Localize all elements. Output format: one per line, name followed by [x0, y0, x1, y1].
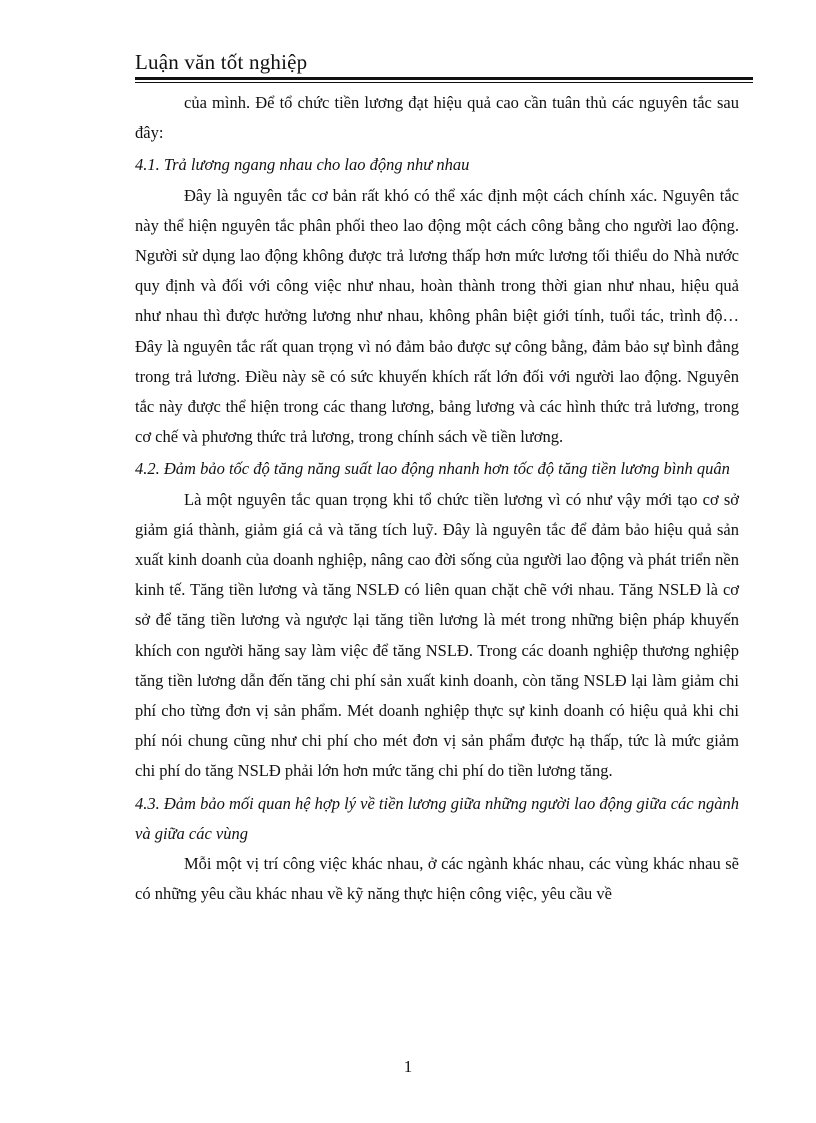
page-header	[135, 50, 753, 83]
paragraph-4-2: Là một nguyên tắc quan trọng khi tổ chức tiền lương vì có như vậy mới tạo cơ sở giảm giá thành, giảm giá cả và tăng tích luỹ. Đây là nguyên tắc để đảm bảo hiệu quả sản xuất kinh doanh của doanh nghiệp, nâng cao đời sống của người lao động và phát triển nền kinh tế. Tăng tiền lương và tăng NSLĐ có liên quan chặt chẽ với nhau. Tăng NSLĐ là cơ sở để tăng tiền lương và ngược lại tăng tiền lương là mét trong những biện pháp khuyến khích con người hăng say làm việc để tăng NSLĐ. Trong các doanh nghiệp thương nghiệp tăng tiền lương dẫn đến tăng chi phí sản xuất kinh doanh, còn tăng NSLĐ lại làm giảm chi phí cho từng đơn vị sản phẩm. Mét doanh nghiệp thực sự kinh doanh có hiệu quả khi chi phí nói chung cũng như chi phí cho mét đơn vị sản phẩm được hạ thấp, tức là mức giảm chi phí do tăng NSLĐ phải lớn hơn mức tăng chi phí do tiền lương tăng.	[135, 489, 739, 781]
section-heading-4-2: 4.2. Đảm bảo tốc độ tăng năng suất lao động nhanh hơn tốc độ tăng tiền lương bình quân	[135, 459, 730, 479]
header-rule-thick	[135, 77, 753, 80]
section-heading-4-1: 4.1. Trả lương ngang nhau cho lao động như nhau	[135, 155, 470, 175]
header-rule-thin	[135, 82, 753, 83]
header-title: Luận văn tốt nghiệp	[135, 50, 308, 74]
document-body	[135, 88, 739, 909]
section-heading-4-3: 4.3. Đảm bảo mối quan hệ hợp lý về tiền lương giữa những người lao động giữa các ngành và giữa các vùng	[135, 793, 739, 843]
paragraph-4-3: Mỗi một vị trí công việc khác nhau, ở các ngành khác nhau, các vùng khác nhau sẽ có những yêu cầu khác nhau về kỹ năng thực hiện công việc, yêu cầu về	[135, 854, 739, 904]
paragraph-4-1: Đây là nguyên tắc cơ bản rất khó có thể xác định một cách chính xác. Nguyên tắc này thể hiện nguyên tắc phân phối theo lao động một cách công bằng cho người lao động. Người sử dụng lao động không được trả lương thấp hơn mức lương tối thiểu do Nhà nước quy định và đối với công việc như nhau, hoàn thành trong thời gian như nhau, hiệu quả như nhau thì được hưởng lương như nhau, không phân biệt giới tính, tuổi tác, trình độ… Đây là nguyên tắc rất quan trọng vì nó đảm bảo được sự công bằng, đảm bảo sự bình đẳng trong trả lương. Điều này sẽ có sức khuyến khích rất lớn đối với người lao động. Nguyên tắc này được thể hiện trong các thang lương, bảng lương và các hình thức trả lương, trong cơ chế và phương thức trả lương, trong chính sách về tiền lương.	[135, 185, 739, 447]
page-number: 1	[403, 1057, 413, 1076]
paragraph-continuation: của mình. Để tổ chức tiền lương đạt hiệu quả cao cần tuân thủ các nguyên tắc sau đây:	[135, 93, 739, 143]
